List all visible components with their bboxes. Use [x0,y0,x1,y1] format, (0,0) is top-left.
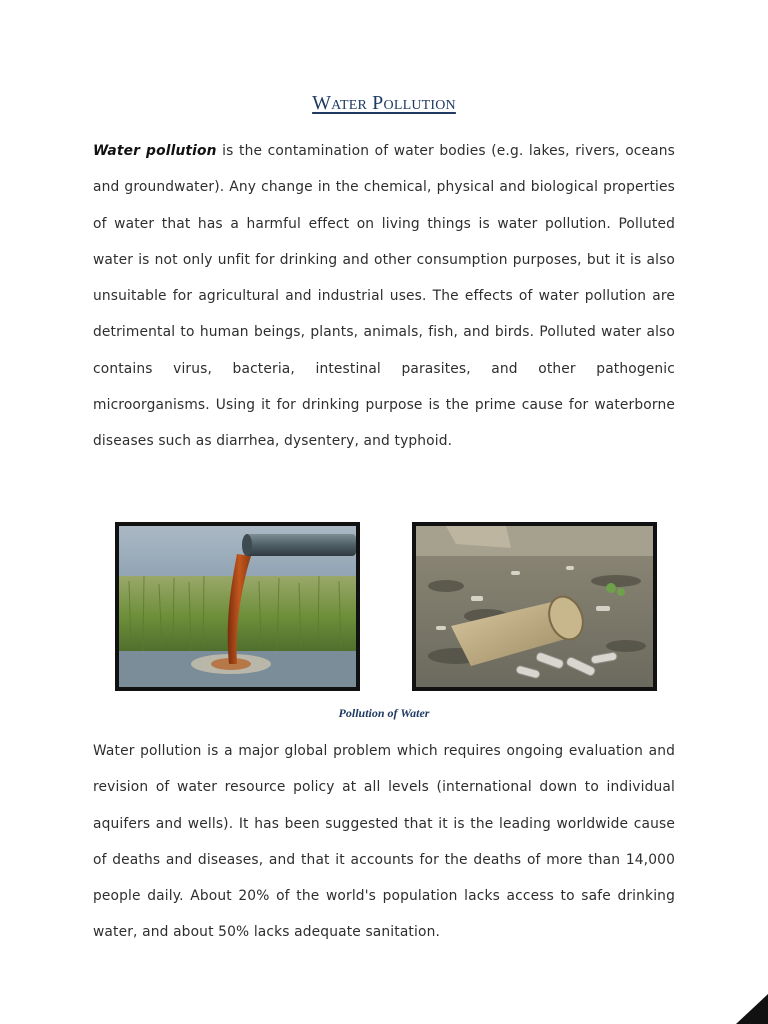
sewage-outflow-photo [115,522,360,691]
page-corner-triangle [736,994,768,1024]
second-paragraph: Water pollution is a major global problem which requires ongoing evaluation and revision of water resource policy at all levels (international down to individual aquifers and wells). It has been suggested that it is the leading worldwide cause of deaths and diseases, and that it accounts for the deaths of more than 14,000 people daily. About 20% of the world's population lacks access to safe drinking water, and about 50% lacks adequate sanitation. [93,743,675,941]
page-title-wrapper [0,92,768,115]
figure-caption: Pollution of Water [338,706,430,720]
polluted-shore-illustration [416,526,653,687]
page-title: Water Pollution [312,92,456,114]
intro-lead-term: Water pollution [93,143,217,159]
sewage-outflow-illustration [119,526,356,687]
intro-body-text: is the contamination of water bodies (e.g. lakes, rivers, oceans and groundwater). Any change in the chemical, physical and biological properties of water that has a harmful effect on living things is water pollution. Polluted water is not only unfit for drinking and other consumption purposes, but it is also unsuitable for agricultural and industrial uses. The effects of water pollution are detrimental to human beings, plants, animals, fish, and birds. Polluted water also contains virus, bacteria, intestinal parasites, and other pathogenic microorganisms. Using it for drinking purpose is the prime cause for waterborne diseases such as diarrhea, dysentery, and typhoid. [93,143,675,450]
intro-paragraph [93,133,675,460]
polluted-shore-photo [412,522,657,691]
